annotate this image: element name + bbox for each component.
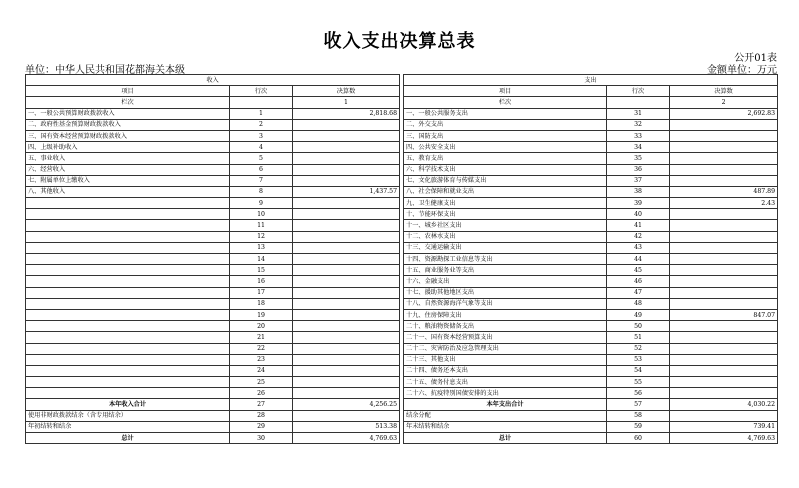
expense-rowno-cell: 58 (607, 410, 670, 421)
expense-amount-cell (670, 254, 778, 265)
income-item-cell (26, 231, 230, 242)
expense-amount-cell (670, 298, 778, 309)
income-amount-cell (293, 198, 400, 209)
expense-rowno-cell: 48 (607, 298, 670, 309)
expense-amount-cell (670, 332, 778, 343)
income-rowno-cell: 6 (230, 164, 293, 175)
expense-amount-cell (670, 410, 778, 421)
income-item-cell: 年初结转和结余 (26, 421, 230, 432)
income-item-cell (26, 365, 230, 376)
income-amount-cell (293, 287, 400, 298)
expense-column-number: 2 (670, 97, 778, 108)
expense-item-cell: 七、文化旅游体育与传媒支出 (404, 175, 607, 186)
income-amount-cell (293, 377, 400, 388)
income-amount-cell (293, 410, 400, 421)
expense-item-cell: 十三、交通运输支出 (404, 242, 607, 253)
expense-rowno-cell: 53 (607, 354, 670, 365)
expense-item-cell: 十一、城乡社区支出 (404, 220, 607, 231)
table-row (26, 254, 778, 265)
income-item-cell: 一、一般公共预算财政拨款收入 (26, 108, 230, 119)
expense-item-cell: 四、公共安全支出 (404, 142, 607, 153)
expense-amount-cell: 487.89 (670, 186, 778, 197)
expense-rowno-cell: 51 (607, 332, 670, 343)
expense-amount-cell (670, 130, 778, 141)
expense-item-cell: 十九、住房保障支出 (404, 309, 607, 320)
income-rowno-cell: 16 (230, 276, 293, 287)
expense-item-cell: 十五、商业服务业等支出 (404, 265, 607, 276)
table-row (26, 108, 778, 119)
expense-rowno-cell: 55 (607, 377, 670, 388)
expense-rowno-header: 行次 (607, 86, 670, 97)
expense-item-cell: 二十四、债务还本支出 (404, 365, 607, 376)
income-rowno-cell: 1 (230, 108, 293, 119)
expense-section-header: 支出 (404, 75, 778, 86)
table-row (26, 242, 778, 253)
column-number-row (26, 97, 778, 108)
income-rowno-cell: 29 (230, 421, 293, 432)
expense-rowno-cell: 34 (607, 142, 670, 153)
expense-amount-cell (670, 377, 778, 388)
table-row (26, 287, 778, 298)
total-row (26, 399, 778, 410)
income-section-header: 收入 (26, 75, 400, 86)
expense-amount-cell: 4,769.63 (670, 433, 778, 444)
expense-amount-cell (670, 231, 778, 242)
table-row (26, 265, 778, 276)
expense-amount-cell (670, 276, 778, 287)
income-rowno-cell: 28 (230, 410, 293, 421)
income-item-cell (26, 242, 230, 253)
table-row (26, 142, 778, 153)
table-row (26, 365, 778, 376)
expense-rowno-cell: 60 (607, 433, 670, 444)
income-rowno-cell: 7 (230, 175, 293, 186)
income-rowno-cell: 21 (230, 332, 293, 343)
expense-amount-header: 决算数 (670, 86, 778, 97)
income-amount-cell (293, 354, 400, 365)
expense-amount-cell (670, 287, 778, 298)
income-amount-cell (293, 119, 400, 130)
income-item-cell (26, 220, 230, 231)
table-row (26, 130, 778, 141)
expense-rowno-cell: 35 (607, 153, 670, 164)
income-rowno-cell: 26 (230, 388, 293, 399)
expense-item-cell: 十八、自然资源海洋气象等支出 (404, 298, 607, 309)
expense-item-cell: 二、外交支出 (404, 119, 607, 130)
expense-item-cell: 六、科学技术支出 (404, 164, 607, 175)
expense-rowno-cell: 41 (607, 220, 670, 231)
expense-amount-cell (670, 265, 778, 276)
income-item-cell (26, 343, 230, 354)
table-row (26, 354, 778, 365)
income-rowno-cell: 8 (230, 186, 293, 197)
expense-rowno-cell: 32 (607, 119, 670, 130)
table-row (26, 377, 778, 388)
income-amount-cell (293, 298, 400, 309)
expense-rowno-cell: 50 (607, 321, 670, 332)
expense-rowno-cell: 31 (607, 108, 670, 119)
expense-rowno-cell: 38 (607, 186, 670, 197)
income-amount-cell (293, 365, 400, 376)
expense-amount-cell (670, 220, 778, 231)
table-row (26, 164, 778, 175)
income-item-cell (26, 388, 230, 399)
expense-amount-cell (670, 142, 778, 153)
income-rowno-cell: 22 (230, 343, 293, 354)
table-row (26, 309, 778, 320)
income-item-cell: 六、经营收入 (26, 164, 230, 175)
expense-rowno-cell: 39 (607, 198, 670, 209)
income-item-cell (26, 209, 230, 220)
income-amount-cell (293, 220, 400, 231)
expense-item-cell: 十、节能环保支出 (404, 209, 607, 220)
income-amount-cell (293, 321, 400, 332)
income-item-cell: 使用非财政拨款结余（含专用结余） (26, 410, 230, 421)
table-row (26, 343, 778, 354)
income-item-cell (26, 198, 230, 209)
table-row (26, 321, 778, 332)
income-amount-cell (293, 242, 400, 253)
table-row (26, 153, 778, 164)
income-column-label: 栏次 (26, 97, 230, 108)
income-amount-cell: 2,818.68 (293, 108, 400, 119)
income-item-cell (26, 332, 230, 343)
expense-amount-cell: 2.43 (670, 198, 778, 209)
expense-rowno-cell: 43 (607, 242, 670, 253)
table-row (26, 298, 778, 309)
expense-rowno-cell: 36 (607, 164, 670, 175)
income-item-cell (26, 276, 230, 287)
income-item-header: 项目 (26, 86, 230, 97)
income-amount-cell: 4,769.63 (293, 433, 400, 444)
income-rowno-cell: 5 (230, 153, 293, 164)
total-row (26, 433, 778, 444)
table-row (26, 332, 778, 343)
income-amount-cell (293, 332, 400, 343)
income-rowno-cell: 10 (230, 209, 293, 220)
income-rowno-cell: 14 (230, 254, 293, 265)
table-row (26, 220, 778, 231)
expense-rowno-cell: 40 (607, 209, 670, 220)
income-item-cell: 四、上级补助收入 (26, 142, 230, 153)
expense-amount-cell: 4,030.22 (670, 399, 778, 410)
income-item-cell: 本年收入合计 (26, 399, 230, 410)
expense-amount-cell (670, 321, 778, 332)
table-row (26, 186, 778, 197)
income-item-cell (26, 254, 230, 265)
income-item-cell (26, 377, 230, 388)
column-header-row (26, 86, 778, 97)
income-rowno-cell: 11 (230, 220, 293, 231)
table-row (26, 231, 778, 242)
expense-item-cell: 二十六、抗疫特别国债安排的支出 (404, 388, 607, 399)
income-rowno-cell: 20 (230, 321, 293, 332)
income-rowno-cell: 9 (230, 198, 293, 209)
table-row (26, 119, 778, 130)
total-row (26, 421, 778, 432)
income-amount-cell: 4,256.25 (293, 399, 400, 410)
income-rowno-cell: 23 (230, 354, 293, 365)
expense-item-cell: 五、教育支出 (404, 153, 607, 164)
expense-item-cell: 二十五、债务付息支出 (404, 377, 607, 388)
income-item-cell (26, 287, 230, 298)
expense-amount-cell (670, 153, 778, 164)
income-item-cell: 七、附属单位上缴收入 (26, 175, 230, 186)
expense-item-cell: 一、一般公共服务支出 (404, 108, 607, 119)
expense-amount-cell: 739.41 (670, 421, 778, 432)
expense-item-cell: 三、国防支出 (404, 130, 607, 141)
income-amount-cell (293, 142, 400, 153)
expense-item-cell: 总计 (404, 433, 607, 444)
expense-amount-cell (670, 119, 778, 130)
income-amount-cell: 513.38 (293, 421, 400, 432)
income-rowno-cell: 30 (230, 433, 293, 444)
income-amount-cell (293, 175, 400, 186)
expense-item-cell: 二十、粮油物资储备支出 (404, 321, 607, 332)
income-amount-cell (293, 164, 400, 175)
expense-amount-cell (670, 164, 778, 175)
income-rowno-cell: 25 (230, 377, 293, 388)
table-row (26, 388, 778, 399)
income-amount-cell (293, 209, 400, 220)
expense-rowno-cell: 33 (607, 130, 670, 141)
income-amount-header: 决算数 (293, 86, 400, 97)
income-amount-cell (293, 231, 400, 242)
expense-amount-cell (670, 365, 778, 376)
table-row (26, 276, 778, 287)
income-rowno-cell: 24 (230, 365, 293, 376)
income-column-number: 1 (293, 97, 400, 108)
income-rowno-cell: 18 (230, 298, 293, 309)
expense-rowno-cell: 45 (607, 265, 670, 276)
expense-amount-cell (670, 175, 778, 186)
expense-amount-cell (670, 242, 778, 253)
income-item-cell: 总计 (26, 433, 230, 444)
expense-item-cell: 八、社会保障和就业支出 (404, 186, 607, 197)
income-rowno-cell: 19 (230, 309, 293, 320)
income-item-cell (26, 298, 230, 309)
income-rowno-cell: 2 (230, 119, 293, 130)
income-amount-cell (293, 265, 400, 276)
expense-amount-cell: 847.07 (670, 309, 778, 320)
expense-item-cell: 九、卫生健康支出 (404, 198, 607, 209)
expense-item-cell: 二十三、其他支出 (404, 354, 607, 365)
expense-rowno-cell: 59 (607, 421, 670, 432)
income-rowno-cell: 13 (230, 242, 293, 253)
expense-item-header: 项目 (404, 86, 607, 97)
expense-rowno-cell: 54 (607, 365, 670, 376)
expense-item-cell: 二十二、灾害防治及应急管理支出 (404, 343, 607, 354)
expense-item-cell: 十六、金融支出 (404, 276, 607, 287)
expense-rowno-cell: 57 (607, 399, 670, 410)
income-amount-cell (293, 254, 400, 265)
expense-amount-cell (670, 343, 778, 354)
income-rowno-cell: 12 (230, 231, 293, 242)
income-amount-cell (293, 343, 400, 354)
expense-item-cell: 十四、资源勘探工业信息等支出 (404, 254, 607, 265)
income-item-cell: 八、其他收入 (26, 186, 230, 197)
income-amount-cell: 1,437.57 (293, 186, 400, 197)
summary-table (25, 74, 778, 444)
income-item-cell (26, 321, 230, 332)
table-row (26, 209, 778, 220)
expense-item-cell: 结余分配 (404, 410, 607, 421)
income-item-cell: 二、政府性基金预算财政拨款收入 (26, 119, 230, 130)
income-item-cell (26, 265, 230, 276)
expense-amount-cell: 2,692.83 (670, 108, 778, 119)
expense-item-cell: 年末结转和结余 (404, 421, 607, 432)
unit-label: 单位：中华人民共和国花都海关本级 (25, 65, 185, 76)
expense-amount-cell (670, 388, 778, 399)
expense-rowno-cell: 44 (607, 254, 670, 265)
expense-item-cell: 十二、农林水支出 (404, 231, 607, 242)
income-rowno-cell: 3 (230, 130, 293, 141)
income-amount-cell (293, 276, 400, 287)
expense-rowno-cell: 42 (607, 231, 670, 242)
report-title: 收入支出决算总表 (323, 31, 476, 52)
income-item-cell: 五、事业收入 (26, 153, 230, 164)
expense-column-label: 栏次 (404, 97, 607, 108)
table-row (26, 198, 778, 209)
income-item-cell: 三、国有资本经营预算财政拨款收入 (26, 130, 230, 141)
income-item-cell (26, 354, 230, 365)
income-amount-cell (293, 388, 400, 399)
expense-item-cell: 十七、援助其他地区支出 (404, 287, 607, 298)
expense-rowno-cell: 47 (607, 287, 670, 298)
income-rowno-cell: 27 (230, 399, 293, 410)
expense-rowno-cell: 52 (607, 343, 670, 354)
expense-rowno-cell: 49 (607, 309, 670, 320)
income-item-cell (26, 309, 230, 320)
expense-rowno-cell: 37 (607, 175, 670, 186)
income-amount-cell (293, 130, 400, 141)
amount-unit: 金额单位：万元 (707, 65, 777, 76)
form-code: 公开01表 (734, 53, 777, 64)
income-amount-cell (293, 153, 400, 164)
income-rowno-cell: 15 (230, 265, 293, 276)
income-rowno-cell: 17 (230, 287, 293, 298)
income-amount-cell (293, 309, 400, 320)
expense-item-cell: 本年支出合计 (404, 399, 607, 410)
income-rowno-header: 行次 (230, 86, 293, 97)
section-header-row (26, 75, 778, 86)
table-row (26, 175, 778, 186)
expense-rowno-cell: 46 (607, 276, 670, 287)
expense-rowno-cell: 56 (607, 388, 670, 399)
expense-amount-cell (670, 354, 778, 365)
income-rowno-cell: 4 (230, 142, 293, 153)
expense-item-cell: 二十一、国有资本经营预算支出 (404, 332, 607, 343)
total-row (26, 410, 778, 421)
expense-amount-cell (670, 209, 778, 220)
